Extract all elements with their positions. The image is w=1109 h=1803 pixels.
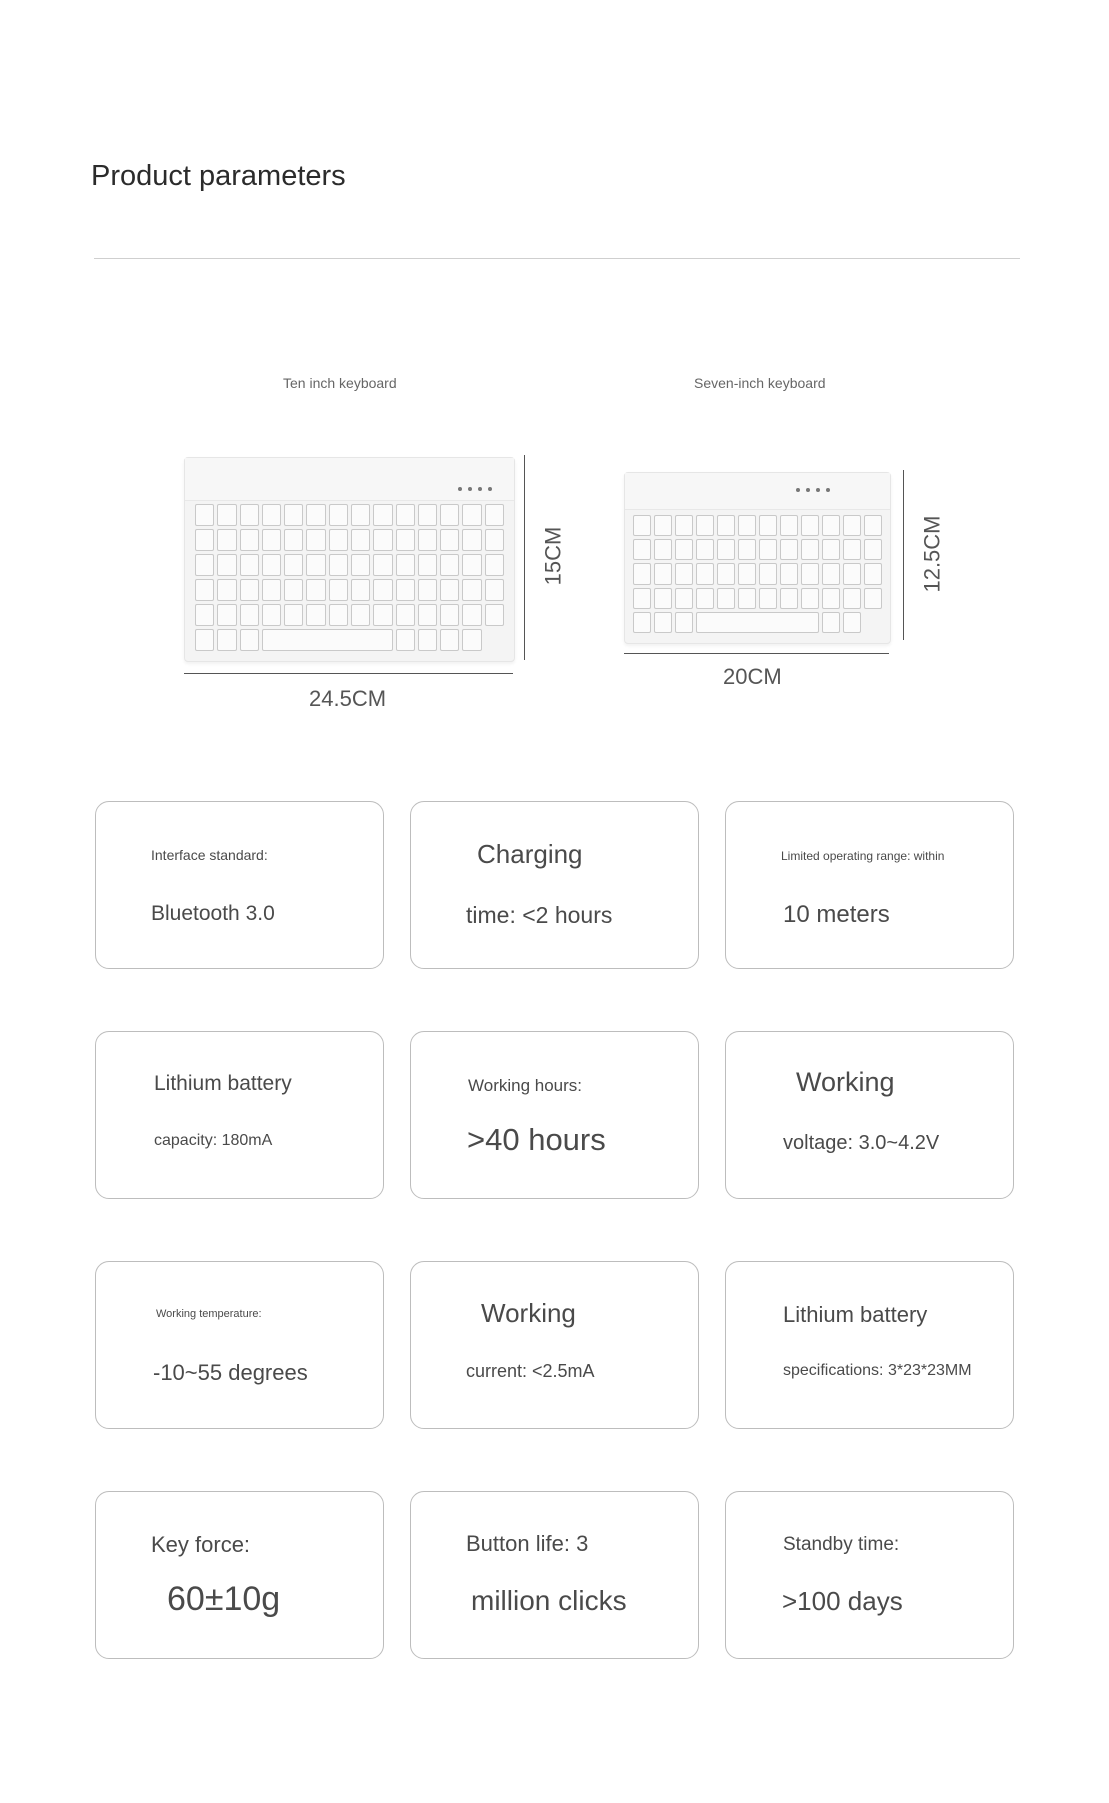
spec-label: Charging [477, 839, 583, 869]
key [329, 604, 348, 626]
key [696, 563, 714, 584]
spec-card [95, 1031, 384, 1199]
spec-card [725, 801, 1014, 969]
page-title: Product parameters [91, 160, 346, 192]
key [759, 588, 777, 609]
spec-label: Limited operating range: within [781, 849, 945, 863]
spec-value: >40 hours [467, 1122, 606, 1157]
key [696, 515, 714, 536]
key [654, 563, 672, 584]
key [240, 629, 259, 651]
key [780, 515, 798, 536]
key [306, 554, 325, 576]
spec-card [725, 1031, 1014, 1199]
spec-label: Lithium battery [154, 1072, 292, 1095]
key [843, 539, 861, 560]
key [284, 504, 303, 526]
key [351, 504, 370, 526]
key [822, 539, 840, 560]
spec-value: 10 meters [783, 901, 890, 928]
key [696, 539, 714, 560]
key [262, 504, 281, 526]
key [240, 529, 259, 551]
key [351, 554, 370, 576]
key [195, 629, 214, 651]
key [284, 529, 303, 551]
key [418, 504, 437, 526]
spec-card [95, 1491, 384, 1659]
key [801, 515, 819, 536]
ten-inch-height-label: 15CM [540, 526, 566, 586]
key [284, 554, 303, 576]
spec-label: Working [481, 1298, 576, 1328]
key [351, 579, 370, 601]
spec-card [410, 801, 699, 969]
key [217, 554, 236, 576]
spec-card [410, 1491, 699, 1659]
spec-label: Standby time: [783, 1534, 900, 1555]
key [418, 579, 437, 601]
key [329, 529, 348, 551]
key [675, 539, 693, 560]
key [485, 554, 504, 576]
key [440, 579, 459, 601]
key [195, 529, 214, 551]
spec-value: time: <2 hours [466, 902, 613, 928]
key [396, 504, 415, 526]
key [633, 612, 651, 633]
ten-inch-keyboard-image [184, 457, 515, 662]
spec-card [725, 1491, 1014, 1659]
key [262, 629, 393, 651]
spec-value: specifications: 3*23*23MM [783, 1362, 972, 1379]
key [696, 588, 714, 609]
key [843, 612, 861, 633]
key [217, 579, 236, 601]
key [373, 604, 392, 626]
seven-inch-height-line [903, 470, 904, 640]
key [654, 539, 672, 560]
seven-inch-keyboard-image [624, 472, 891, 644]
key [759, 563, 777, 584]
key [240, 504, 259, 526]
key [717, 539, 735, 560]
key [462, 579, 481, 601]
key [373, 579, 392, 601]
spec-value: voltage: 3.0~4.2V [783, 1132, 940, 1154]
key [485, 579, 504, 601]
key [329, 554, 348, 576]
key [440, 504, 459, 526]
key [654, 588, 672, 609]
key [195, 579, 214, 601]
key [822, 588, 840, 609]
key [675, 515, 693, 536]
key [696, 612, 819, 633]
key [195, 504, 214, 526]
key [462, 604, 481, 626]
key [396, 554, 415, 576]
key [738, 539, 756, 560]
key [396, 529, 415, 551]
key [262, 579, 281, 601]
key [822, 515, 840, 536]
spec-card [410, 1031, 699, 1199]
key [738, 563, 756, 584]
key [822, 612, 840, 633]
key [738, 515, 756, 536]
spec-value: million clicks [471, 1585, 627, 1616]
key [801, 539, 819, 560]
key [351, 604, 370, 626]
key [675, 612, 693, 633]
key [418, 629, 437, 651]
key [418, 604, 437, 626]
key [440, 629, 459, 651]
spec-card [95, 1261, 384, 1429]
key [633, 539, 651, 560]
spec-card [95, 801, 384, 969]
key [306, 504, 325, 526]
key [633, 588, 651, 609]
key [843, 588, 861, 609]
seven-inch-width-line [624, 653, 889, 654]
key [217, 529, 236, 551]
spec-value: 60±10g [167, 1580, 281, 1618]
seven-inch-keyboard-caption: Seven-inch keyboard [694, 375, 826, 391]
key [373, 554, 392, 576]
spec-label: Interface standard: [151, 847, 268, 863]
key [240, 554, 259, 576]
spec-value: Bluetooth 3.0 [151, 902, 275, 925]
key [843, 515, 861, 536]
key [462, 629, 481, 651]
key [240, 579, 259, 601]
key [329, 504, 348, 526]
key [633, 563, 651, 584]
key [418, 554, 437, 576]
spec-label: Working [796, 1067, 895, 1097]
key [373, 504, 392, 526]
key [864, 515, 882, 536]
key [717, 563, 735, 584]
key [462, 554, 481, 576]
title-divider [94, 258, 1020, 259]
spec-label: Working temperature: [156, 1308, 262, 1320]
key [654, 612, 672, 633]
key [306, 579, 325, 601]
spec-value: capacity: 180mA [154, 1132, 273, 1149]
key [675, 563, 693, 584]
key [217, 504, 236, 526]
key [864, 539, 882, 560]
key [440, 554, 459, 576]
seven-inch-width-label: 20CM [723, 664, 782, 689]
key [418, 529, 437, 551]
key [675, 588, 693, 609]
key [485, 529, 504, 551]
key [262, 604, 281, 626]
key [801, 563, 819, 584]
ten-inch-height-line [524, 455, 525, 660]
key [633, 515, 651, 536]
key [217, 629, 236, 651]
key [351, 529, 370, 551]
key [485, 604, 504, 626]
key [801, 588, 819, 609]
key [738, 588, 756, 609]
ten-inch-keyboard-caption: Ten inch keyboard [283, 375, 397, 391]
key [396, 579, 415, 601]
key [284, 604, 303, 626]
key [396, 604, 415, 626]
spec-value: -10~55 degrees [153, 1360, 308, 1385]
spec-label: Lithium battery [783, 1302, 928, 1327]
key [485, 504, 504, 526]
key [780, 539, 798, 560]
key [217, 604, 236, 626]
key [284, 579, 303, 601]
seven-inch-height-label: 12.5CM [919, 515, 945, 593]
key [329, 579, 348, 601]
key [717, 515, 735, 536]
key [759, 515, 777, 536]
key [306, 529, 325, 551]
ten-inch-width-line [184, 673, 513, 674]
key [717, 588, 735, 609]
key [396, 629, 415, 651]
spec-label: Working hours: [468, 1076, 583, 1095]
spec-label: Button life: 3 [466, 1531, 589, 1556]
key [306, 604, 325, 626]
key [759, 539, 777, 560]
spec-card [725, 1261, 1014, 1429]
key [262, 529, 281, 551]
key [262, 554, 281, 576]
key [462, 504, 481, 526]
spec-value: current: <2.5mA [466, 1361, 595, 1381]
key [195, 554, 214, 576]
key [440, 529, 459, 551]
key [822, 563, 840, 584]
key [440, 604, 459, 626]
key [462, 529, 481, 551]
key [195, 604, 214, 626]
key [843, 563, 861, 584]
key [864, 588, 882, 609]
ten-inch-width-label: 24.5CM [309, 686, 387, 711]
key [654, 515, 672, 536]
spec-value: >100 days [782, 1586, 903, 1616]
key [240, 604, 259, 626]
key [864, 563, 882, 584]
key [780, 588, 798, 609]
key [780, 563, 798, 584]
key [373, 529, 392, 551]
spec-card [410, 1261, 699, 1429]
spec-label: Key force: [151, 1532, 251, 1557]
